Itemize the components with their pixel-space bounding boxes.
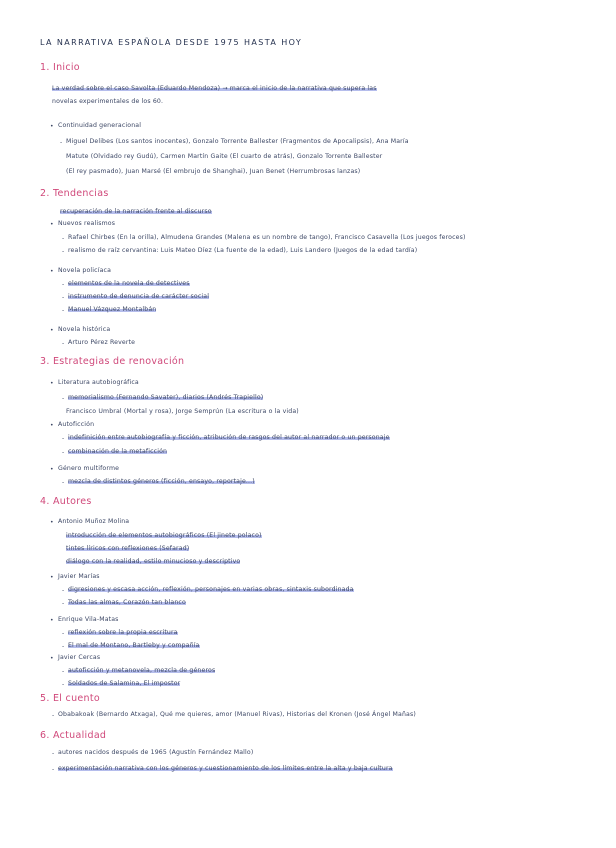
policiaca-line-2	[68, 293, 209, 300]
section-heading-cuento: 5. El cuento	[40, 693, 100, 704]
actualidad-line-2-text: experimentación narrativa con los géneros y cuestionamiento de los límites entre la alta y baja cultura	[58, 765, 393, 772]
bullet: •	[50, 327, 54, 334]
marias-line-1-text: digresiones y escasa acción, reflexión, personajes en varias obras, sintaxis subordinada	[68, 586, 354, 593]
actualidad-line-2	[58, 765, 393, 772]
realismos-authors-line: Rafael Chirbes (En la orilla), Almudena Grandes (Malena es un nombre de tango), Francisco Casavella (Los juegos feroces)	[68, 234, 466, 241]
vila-matas-line-1-text: reflexión sobre la propia escritura	[68, 629, 178, 636]
novela-historica-heading: Novela histórica	[58, 326, 111, 333]
section-heading-autores: 4. Autores	[40, 496, 92, 507]
autoficcion-line-1	[68, 434, 390, 441]
policiaca-line-2-text: instrumento de denuncia de carácter social	[68, 293, 210, 300]
bullet: -	[62, 235, 65, 242]
autoficcion-line-2	[68, 448, 167, 455]
tendencias-line-1-text: recuperación de la narración frente al discurso	[60, 208, 212, 215]
multiforme-line-1-text: mezcla de distintos géneros (ficción, ensayo, reportaje...)	[68, 478, 255, 485]
genero-multiforme-heading: Género multiforme	[58, 465, 120, 472]
munoz-molina-line-1	[66, 532, 262, 539]
historica-line-1: Arturo Pérez Reverte	[68, 339, 136, 346]
bullet: -	[62, 294, 65, 301]
autobiografica-line-1	[68, 394, 263, 401]
autobiografica-line-2: Francisco Umbral (Mortal y rosa), Jorge Semprún (La escritura o la vida)	[66, 408, 299, 415]
cercas-line-1	[68, 667, 215, 674]
bullet: -	[60, 139, 63, 146]
bullet: •	[50, 655, 54, 662]
bullet: •	[50, 574, 54, 581]
bullet: -	[62, 307, 65, 314]
autoficcion-line-2-text: combinación de la metaficción	[68, 448, 168, 455]
literatura-autobiografica-heading: Literatura autobiográfica	[58, 379, 139, 386]
autobiografica-line-1-text: memorialismo (Fernando Savater), diarios (Andrés Trapiello)	[68, 394, 264, 401]
bullet: -	[52, 712, 55, 719]
generation-line-2: Matute (Olvidado rey Gudú), Carmen Martín Gaite (El cuarto de atrás), Gonzalo Torrente Ballester	[66, 153, 383, 160]
munoz-molina-line-3	[66, 558, 240, 565]
section-heading-actualidad: 6. Actualidad	[40, 730, 107, 741]
bullet: •	[50, 519, 54, 526]
bullet: -	[62, 449, 65, 456]
bullet: -	[62, 681, 65, 688]
munoz-molina-line-2	[66, 545, 189, 552]
tendencias-line-1	[60, 208, 212, 215]
bullet: •	[50, 123, 54, 130]
marias-line-2-text: Todas las almas, Corazón tan blanco	[68, 599, 186, 606]
bullet: •	[50, 380, 54, 387]
section-heading-inicio: 1. Inicio	[40, 62, 80, 73]
bullet: -	[62, 587, 65, 594]
bullet: -	[62, 248, 65, 255]
inicio-line-1-text: La verdad sobre el caso Savolta (Eduardo Mendoza) → marca el inicio de la narrativa que supera las	[52, 85, 377, 92]
novela-policiaca-heading: Novela policíaca	[58, 267, 112, 274]
bullet: •	[50, 466, 54, 473]
author-javier-marias: Javier Marías	[58, 573, 100, 580]
policiaca-line-1	[68, 280, 190, 287]
munoz-molina-line-1-text: introducción de elementos autobiográficos (El jinete polaco)	[66, 532, 262, 539]
bullet: -	[62, 600, 65, 607]
cuento-line-1: Obabakoak (Bernardo Atxaga), Qué me quieres, amor (Manuel Rivas), Historias del Kronen (José Ángel Mañas)	[58, 711, 416, 718]
multiforme-line-1	[68, 478, 255, 485]
bullet: -	[62, 340, 65, 347]
cercas-line-2	[68, 680, 180, 687]
vila-matas-line-1	[68, 629, 178, 636]
generation-line-3: (El rey pasmado), Juan Marsé (El embrujo de Shanghai), Juan Benet (Herrumbrosas lanzas)	[66, 168, 361, 175]
vila-matas-line-2	[68, 642, 200, 649]
page-title: LA NARRATIVA ESPAÑOLA DESDE 1975 HASTA HOY	[40, 38, 303, 47]
bullet: -	[62, 630, 65, 637]
bullet: •	[50, 422, 54, 429]
marias-line-1	[68, 586, 354, 593]
nuevos-realismos-heading: Nuevos realismos	[58, 220, 116, 227]
bullet: •	[50, 221, 54, 228]
policiaca-line-3-text: Manuel Vázquez Montalbán	[68, 306, 157, 313]
bullet: -	[62, 281, 65, 288]
cercas-line-2-text: Soldados de Salamina, El impostor	[68, 680, 181, 687]
bullet: -	[62, 668, 65, 675]
author-munoz-molina: Antonio Muñoz Molina	[58, 518, 130, 525]
munoz-molina-line-2-text: tintes líricos con reflexiones (Sefarad)	[66, 545, 190, 552]
marias-line-2	[68, 599, 186, 606]
bullet: -	[62, 643, 65, 650]
author-vila-matas: Enrique Vila-Matas	[58, 616, 119, 623]
section-heading-estrategias: 3. Estrategias de renovación	[40, 356, 185, 367]
realismo-cervantino-line: realismo de raíz cervantina: Luis Mateo Díez (La fuente de la edad), Luis Landero (Juegos de la edad tardía)	[68, 247, 418, 254]
vila-matas-line-2-text: El mal de Montano, Bartleby y compañía	[68, 642, 200, 649]
bullet: -	[52, 766, 55, 773]
bullet: -	[62, 395, 65, 402]
autoficcion-line-1-text: indefinición entre autobiografía y ficción, atribución de rasgos del autor al narrador o un personaje	[68, 434, 390, 441]
author-cercas: Javier Cercas	[58, 654, 101, 661]
inicio-line-1	[52, 85, 377, 92]
continuidad-heading: Continuidad generacional	[58, 122, 142, 129]
munoz-molina-line-3-text: diálogo con la realidad, estilo minucioso y descriptivo	[66, 558, 241, 565]
cercas-line-1-text: autoficción y metanovela, mezcla de géneros	[68, 667, 216, 674]
bullet: -	[62, 479, 65, 486]
bullet: •	[50, 617, 54, 624]
policiaca-line-1-text: elementos de la novela de detectives	[68, 280, 190, 287]
bullet: •	[50, 268, 54, 275]
generation-line-1: Miguel Delibes (Los santos inocentes), Gonzalo Torrente Ballester (Fragmentos de Apocalipsis), Ana María	[66, 138, 409, 145]
actualidad-line-1: autores nacidos después de 1965 (Agustín Fernández Mallo)	[58, 749, 254, 756]
section-heading-tendencias: 2. Tendencias	[40, 188, 109, 199]
bullet: -	[62, 435, 65, 442]
inicio-line-2: novelas experimentales de los 60.	[52, 98, 164, 105]
autoficcion-heading: Autoficción	[58, 421, 95, 428]
bullet: -	[52, 750, 55, 757]
policiaca-line-3	[68, 306, 156, 313]
